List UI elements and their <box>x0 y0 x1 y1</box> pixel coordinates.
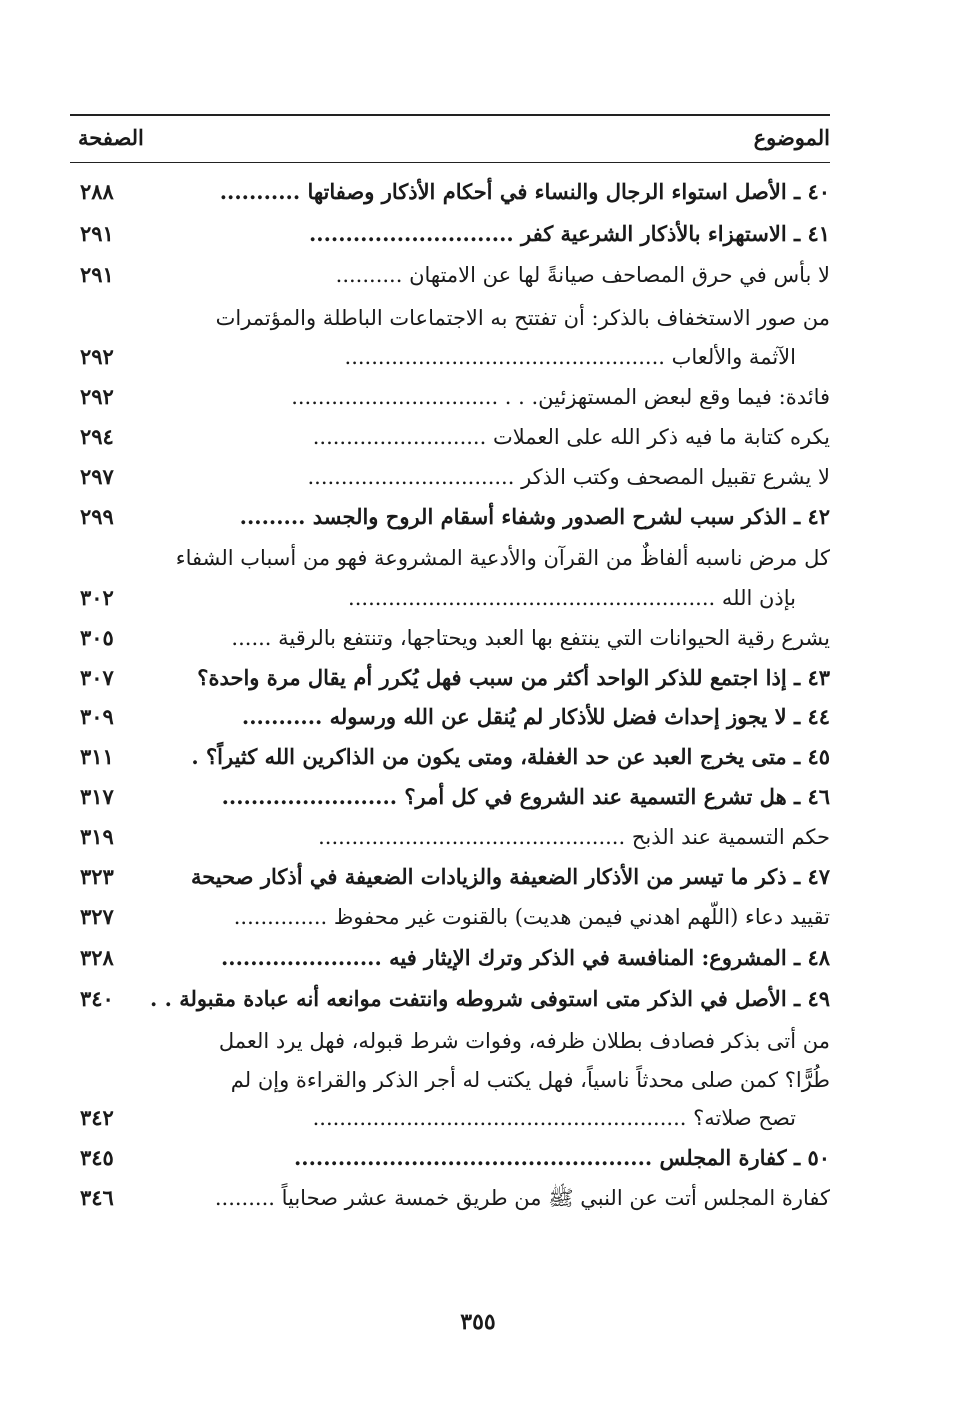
entry-text: يشرع رقية الحيوانات التي ينتفع بها العبد ويحتاجها، وتنتفع بالرقية ...... <box>231 626 830 650</box>
entry-page-number: ٢٩١ <box>80 262 114 287</box>
entry-text: الآثمة والألعاب ................................................ <box>344 345 796 369</box>
entry-text: ٤٧ ـ ذكر ما تيسر من الأذكار الضعيفة والزيادات الضعيفة في أذكار صحيحة <box>190 864 830 889</box>
index-entry <box>0 618 956 658</box>
entry-page-number: ٣٢٧ <box>80 904 114 929</box>
entry-page-number: ٣٤٢ <box>80 1105 114 1130</box>
entry-page-number: ٢٩٢ <box>80 344 114 369</box>
entry-page-number: ٢٩٧ <box>80 464 114 489</box>
index-entry <box>0 777 956 817</box>
top-rule <box>70 114 830 116</box>
index-entry <box>0 697 956 737</box>
header-rule <box>70 162 830 163</box>
index-entry <box>0 1098 956 1138</box>
entry-page-number: ٣٤٦ <box>80 1185 114 1210</box>
entry-text: فائدة: فيما وقع لبعض المستهزئين. . . ............................... <box>291 385 830 409</box>
entry-page-number <box>80 1021 150 1061</box>
index-entry <box>0 172 956 212</box>
index-entry <box>0 255 956 295</box>
entry-text: كل مرض ناسبه ألفاظٌ من القرآن والأدعية المشروعة فهو من أسباب الشفاء <box>175 546 830 570</box>
index-entry <box>0 417 956 457</box>
index-entry <box>0 214 956 254</box>
index-entry <box>0 377 956 417</box>
entry-text: ٤٦ ـ هل تشرع التسمية عند الشروع في كل أمر؟ ........................ <box>221 784 830 809</box>
entry-page-number: ٣٤٥ <box>80 1145 114 1170</box>
index-entry <box>0 737 956 777</box>
entry-page-number: ٣٠٥ <box>80 625 114 650</box>
entry-page-number: ٣٤٠ <box>80 986 114 1011</box>
index-entry <box>0 658 956 698</box>
index-entry <box>0 857 956 897</box>
entry-page-number: ٢٩٤ <box>80 424 114 449</box>
entry-text: من صور الاستخفاف بالذكر: أن تفتتح به الاجتماعات الباطلة والمؤتمرات <box>215 306 830 330</box>
index-entry <box>0 979 956 1019</box>
entry-text: لا يشرع تقبيل المصحف وكتب الذكر ............................... <box>307 465 830 489</box>
entry-page-number: ٣٠٩ <box>80 704 114 729</box>
entry-page-number: ٢٩١ <box>80 221 114 246</box>
entry-text: ٤٠ ـ الأصل استواء الرجال والنساء في أحكام الأذكار وصفاتها ........... <box>219 179 830 204</box>
index-entry <box>0 497 956 537</box>
entry-text: ٥٠ ـ كفارة المجلس ................................................. <box>293 1145 830 1170</box>
entry-text: لا بأس في حرق المصاحف صيانةً لها عن الامتهان .......... <box>335 263 830 287</box>
entry-text: ٤٨ ـ المشروع: المنافسة في الذكر وترك الإيثار فيه ...................... <box>220 945 830 970</box>
index-entry <box>0 1060 956 1100</box>
topic-column-header: الموضوع <box>753 125 830 150</box>
entry-text: تصح صلاته؟ ........................................................ <box>312 1106 796 1130</box>
entry-page-number: ٣٠٧ <box>80 665 114 690</box>
entry-text: ٤١ ـ الاستهزاء بالأذكار الشرعية كفر ............................ <box>308 221 830 246</box>
index-entry <box>0 538 956 578</box>
index-entry <box>0 1138 956 1178</box>
entry-page-number <box>80 1060 150 1100</box>
entry-text: ٤٤ ـ لا يجوز إحداث فضل للأذكار لم يُنقل عن الله ورسوله ........... <box>241 704 830 729</box>
entry-page-number <box>80 538 150 578</box>
page-number: ٣٥٥ <box>460 1309 496 1335</box>
entry-page-number: ٣٢٨ <box>80 945 114 970</box>
index-entry <box>0 298 956 338</box>
entry-text: يكره كتابة ما فيه ذكر الله على العملات .......................... <box>312 425 830 449</box>
index-entry <box>0 1178 956 1218</box>
entry-text: ٤٣ ـ إذا اجتمع للذكر الواحد أكثر من سبب فهل يُكرر أم يقال مرة واحدة؟ <box>197 665 830 690</box>
entry-text: بإذن الله ....................................................... <box>348 586 796 610</box>
entry-page-number: ٣٠٢ <box>80 585 114 610</box>
entry-page-number: ٢٩٩ <box>80 504 114 529</box>
entry-page-number: ٣١٧ <box>80 784 114 809</box>
index-entry <box>0 897 956 937</box>
entry-text: كفارة المجلس أتت عن النبي ﷺ من طريق خمسة عشر صحابياً ......... <box>214 1186 830 1210</box>
entry-text: ٤٥ ـ متى يخرج العبد عن حد الغفلة، ومتى يكون من الذاكرين الله كثيراً؟ . <box>191 744 830 769</box>
index-entry <box>0 1021 956 1061</box>
entry-page-number: ٣١٩ <box>80 824 114 849</box>
index-entry <box>0 817 956 857</box>
entry-text: تقييد دعاء (اللّهم اهدني فيمن هديت) بالقنوت غير محفوظ .............. <box>233 905 830 929</box>
entry-text: حكم التسمية عند الذبح .............................................. <box>318 825 830 849</box>
entry-text: ٤٩ ـ الأصل في الذكر متى استوفى شروطه وانتفت موانعه أنه عبادة مقبولة . . <box>149 986 830 1011</box>
entry-text: من أتى بذكر فصادف بطلان ظرفه، وفوات شرط قبوله، فهل يرد العمل <box>218 1029 830 1053</box>
entry-page-number: ٣٢٣ <box>80 864 114 889</box>
index-entry <box>0 457 956 497</box>
entry-page-number <box>80 298 150 338</box>
page-column-header: الصفحة <box>78 125 144 150</box>
index-entry <box>0 337 956 377</box>
entry-page-number: ٢٩٢ <box>80 384 114 409</box>
entry-page-number: ٢٨٨ <box>80 179 114 204</box>
index-entry <box>0 938 956 978</box>
entry-page-number: ٣١١ <box>80 744 114 769</box>
entry-text: طُرًّا؟ كمن صلى محدثاً ناسياً، فهل يكتب له أجر الذكر والقراءة وإن لم <box>230 1068 830 1092</box>
entry-text: ٤٢ ـ الذكر سبب لشرح الصدور وشفاء أسقام الروح والجسد ......... <box>239 504 830 529</box>
index-entry <box>0 578 956 618</box>
